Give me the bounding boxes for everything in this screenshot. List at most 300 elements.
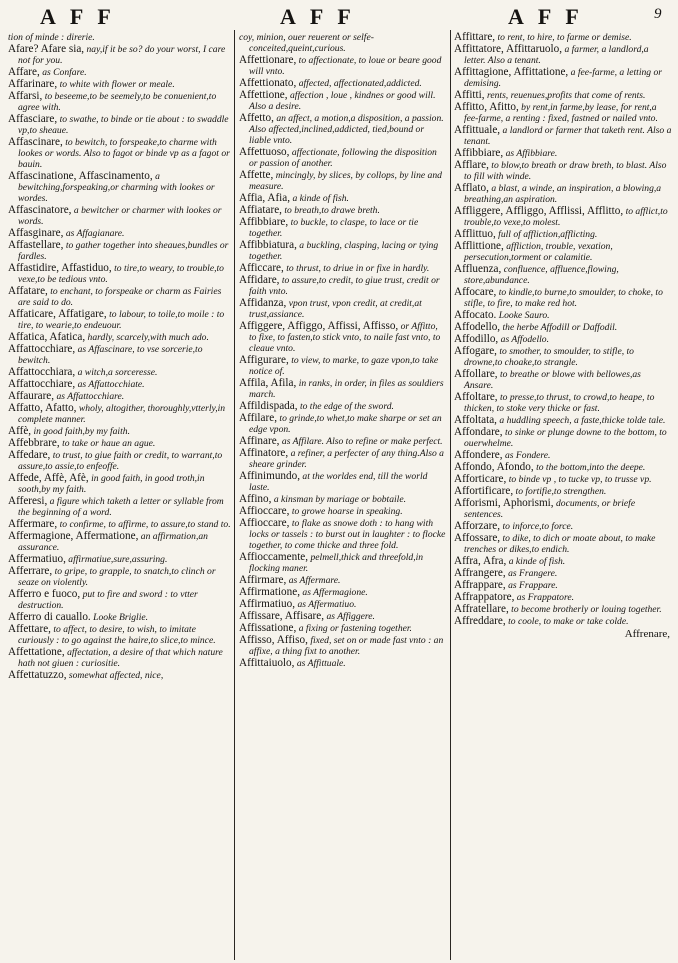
definition: coy, minion, ouer reuerent or selfe-conceited,queint,curious.	[239, 32, 374, 54]
definition: confluence, affluence,flowing, store,abundance.	[464, 264, 619, 286]
headword: Afflittuo,	[454, 228, 496, 240]
header-right: AFF	[508, 4, 593, 29]
headword: Afflittione,	[454, 240, 504, 252]
dictionary-entry	[8, 589, 231, 611]
definition: a buckling, clasping, lacing or tying together.	[249, 240, 439, 262]
headword: Affioccamente,	[239, 551, 309, 563]
definition: as Affermare.	[288, 575, 341, 586]
dictionary-entry	[8, 450, 231, 472]
headword: Affreddare,	[454, 615, 506, 627]
definition: to breath,to drawe breth.	[284, 205, 380, 216]
dictionary-entry	[8, 171, 231, 204]
headword: Affila, Afila,	[239, 377, 297, 389]
definition: wholy, altogither, thoroughly,vtterly,in complete manner.	[18, 403, 226, 425]
headword: Affattocchiare,	[8, 378, 76, 390]
dictionary-entry	[239, 217, 447, 239]
dictionary-entry	[454, 533, 672, 555]
definition: a landlord or farmer that taketh rent. Also a tenant.	[464, 125, 672, 147]
dictionary-entry	[454, 392, 672, 414]
definition: a witch,a sorceresse.	[77, 367, 158, 378]
dictionary-entry	[239, 55, 447, 77]
dictionary-entry	[8, 344, 231, 366]
headword: Affette,	[239, 169, 274, 181]
definition: full of affliction,afflicting.	[498, 229, 598, 240]
definition: to buckle, to claspe, to lace or tie together.	[249, 217, 419, 239]
definition: to rent, to hire, to farme or demise.	[497, 32, 632, 43]
headword: Affebbrare,	[8, 437, 60, 449]
dictionary-entry	[8, 114, 231, 136]
dictionary-entry	[239, 436, 447, 447]
definition: to fortifie,to strengthen.	[515, 486, 607, 497]
definition: pelmell,thick and threefold,in flocking maner.	[249, 552, 424, 574]
definition: put to fire and sword : to vtter destruction.	[18, 589, 198, 611]
definition: documents, or briefe sentences.	[464, 498, 636, 520]
dictionary-entry	[239, 170, 447, 192]
headword: Affissatione,	[239, 622, 297, 634]
definition: hardly, scarcely,with much ado.	[87, 332, 209, 343]
definition: affliction, trouble, vexation, persecution,torment or calamitie.	[464, 241, 613, 263]
headword: Affermagione, Affermatione,	[8, 530, 139, 542]
definition: the herbe Affodill or Daffodil.	[502, 322, 618, 333]
dictionary-entry	[239, 471, 447, 493]
headword: Affittaiuolo,	[239, 657, 295, 669]
definition: as Confare.	[42, 67, 87, 78]
headword: Affaurare,	[8, 390, 55, 402]
dictionary-entry	[239, 275, 447, 297]
definition: a farmer, a landlord,a letter. Also a tenant.	[464, 44, 649, 66]
dictionary-entry	[454, 568, 672, 579]
dictionary-entry	[239, 193, 447, 204]
headword: Affastidire, Affastiduo,	[8, 262, 112, 274]
definition: to beseeme,to be seemely,to be conuenient,to agree with.	[18, 91, 217, 113]
headword: Affettatuzzo,	[8, 669, 67, 681]
definition: as Affibbiare.	[505, 148, 558, 159]
dictionary-entry	[8, 670, 231, 681]
dictionary-entry	[454, 322, 672, 333]
dictionary-entry	[239, 587, 447, 598]
headword: Afficcare,	[239, 262, 284, 274]
header-center: AFF	[280, 4, 365, 29]
headword: Affondo, Afondo,	[454, 461, 534, 473]
definition: in good faith, in good troth,in sooth,by my faith.	[18, 473, 205, 495]
headword: Affluenza,	[454, 263, 502, 275]
dictionary-entry	[8, 426, 231, 437]
definition: a bewitcher or charmer with lookes or words.	[18, 205, 222, 227]
definition: a figure which taketh a letter or syllable from the beginning of a word.	[18, 496, 224, 518]
dictionary-entry	[8, 566, 231, 588]
dictionary-entry	[454, 287, 672, 309]
headword: Affettione,	[239, 89, 288, 101]
headword: Affermatiuo,	[8, 553, 66, 565]
dictionary-entry	[454, 125, 672, 147]
definition: an affirmation,an assurance.	[18, 531, 208, 553]
headword: Affaticare, Affatigare,	[8, 308, 107, 320]
definition: as Affattocchiare.	[56, 391, 125, 402]
definition: a blast, a winde, an inspiration, a blowing,a breathing,an aspiration.	[464, 183, 662, 205]
dictionary-entry	[454, 415, 672, 426]
definition: to thrust, to driue in or fixe in hardly.	[286, 263, 430, 274]
headword: Affittare,	[454, 32, 496, 43]
definition: affirmatiue,sure,assuring.	[68, 554, 168, 565]
definition: to view, to marke, to gaze vpon,to take notice of.	[249, 355, 439, 377]
headword: Affittuale,	[454, 124, 501, 136]
dictionary-entry	[239, 205, 447, 216]
headword: Affidare,	[239, 274, 280, 286]
headword: Affatto, Afatto,	[8, 402, 77, 414]
definition: to the bottom,into the deepe.	[536, 462, 646, 473]
definition: to swathe, to binde or tie about : to swaddle vp,to sheaue.	[18, 114, 229, 136]
headword: Affodello,	[454, 321, 501, 333]
definition: Looke Sauro.	[498, 310, 550, 321]
definition: to presse,to thrust, to crowd,to heape, to thicken, to stoke very thicke or fast.	[464, 392, 655, 414]
definition: to sinke or plunge downe to the bottom, to ouerwhelme.	[464, 427, 667, 449]
headword: Affibbiatura,	[239, 239, 297, 251]
header-left: AFF	[40, 4, 125, 29]
headword: Affirmatione,	[239, 586, 300, 598]
dictionary-entry	[239, 263, 447, 274]
headword: Affioccare,	[239, 517, 290, 529]
dictionary-entry	[454, 67, 672, 89]
dictionary-entry	[454, 604, 672, 615]
dictionary-entry	[8, 67, 231, 78]
headword: Affortificare,	[454, 485, 514, 497]
definition: to gripe, to grapple, to snatch,to clinch or seaze on violently.	[18, 566, 216, 588]
headword: Afflato,	[454, 182, 489, 194]
headword: Affibbiare,	[239, 216, 289, 228]
headword: Affioccare,	[239, 505, 290, 517]
headword: Affascinatione, Affascinamento,	[8, 170, 153, 182]
headword: Affettatione,	[8, 646, 65, 658]
dictionary-entry	[454, 241, 672, 263]
dictionary-entry	[239, 113, 447, 146]
definition: to white with flower or meale.	[59, 79, 175, 90]
headword: Affettionare,	[239, 54, 297, 66]
headword: Afflare,	[454, 159, 489, 171]
definition: as Affattocchiate.	[77, 379, 145, 390]
headword: Affino,	[239, 493, 272, 505]
dictionary-entry	[239, 321, 447, 354]
definition: as Affagianare.	[65, 228, 125, 239]
headword: Afferesi,	[8, 495, 48, 507]
headword: Affettionato,	[239, 77, 297, 89]
definition: to growe hoarse in speaking.	[291, 506, 403, 517]
definition: to flake as snowe doth : to hang with locks or tassels : to burst out in laughter : to flocke together, to come thicke and three fold.	[249, 518, 446, 551]
headword: Affrappatore,	[454, 591, 515, 603]
headword: Afferrare,	[8, 565, 53, 577]
definition: to trust, to giue faith or credit, to warrant,to assure,to assie,to enfeoffe.	[18, 450, 223, 472]
definition: as Frappatore.	[516, 592, 574, 603]
dictionary-entry	[8, 205, 231, 227]
dictionary-entry	[239, 413, 447, 435]
definition: a bewitching,forspeaking,or charming with lookes or wordes.	[18, 171, 215, 204]
definition: as Frappare.	[508, 580, 558, 591]
headword: Affratellare,	[454, 603, 509, 615]
column-rule-right	[450, 30, 451, 960]
dictionary-entry	[454, 450, 672, 461]
definition: to afflict,to trouble,to vexe,to molest.	[464, 206, 668, 228]
definition: to assure,to credit, to giue trust, credit or faith vnto.	[249, 275, 440, 297]
dictionary-entry	[8, 612, 231, 623]
definition: as Affittuale.	[296, 658, 346, 669]
headword: Affrappare,	[454, 579, 506, 591]
definition: to kindle,to burne,to smoulder, to choke, to stifle, to fire, to make red hot.	[464, 287, 663, 309]
headword: Affasginare,	[8, 227, 64, 239]
dictionary-entry	[8, 79, 231, 90]
definition: to smother, to smoulder, to stifle, to drowne,to choake,to strangle.	[464, 346, 634, 368]
dictionary-entry	[8, 309, 231, 331]
dictionary-entry	[8, 137, 231, 170]
definition: affection , loue , kindnes or good will. Also a desire.	[249, 90, 436, 112]
definition: tion of minde : direrie.	[8, 32, 95, 43]
dictionary-entry	[239, 378, 447, 400]
headword: Afforzare,	[454, 520, 501, 532]
dictionary-entry	[239, 658, 447, 669]
definition: a kinde of fish.	[292, 193, 349, 204]
definition: as Affermatiuo.	[297, 599, 357, 610]
headword: Affibbiare,	[454, 147, 504, 159]
dictionary-entry	[454, 427, 672, 449]
headword: Affondare,	[454, 426, 503, 438]
headword: Affocare,	[454, 286, 497, 298]
column-2	[239, 32, 447, 957]
headword: Affirmatiuo,	[239, 598, 296, 610]
dictionary-entry	[239, 401, 447, 412]
dictionary-entry	[454, 334, 672, 345]
dictionary-entry	[454, 498, 672, 520]
dictionary-entry	[454, 580, 672, 591]
headword: Affigurare,	[239, 354, 289, 366]
dictionary-entry	[239, 355, 447, 377]
dictionary-entry	[454, 616, 672, 627]
headword: Affitti,	[454, 89, 485, 101]
definition: somewhat affected, nice,	[68, 670, 164, 681]
headword: Affoltare,	[454, 391, 498, 403]
dictionary-entry	[454, 521, 672, 532]
dictionary-entry	[8, 91, 231, 113]
headword: Affondere,	[454, 449, 503, 461]
definition: a kinde of fish.	[508, 556, 566, 567]
headword: Affocato.	[454, 309, 497, 321]
definition: to inforce,to force.	[502, 521, 574, 532]
definition: a fixing or fastening together.	[298, 623, 412, 634]
dictionary-entry	[454, 369, 672, 391]
headword: Affisso, Affiso,	[239, 634, 308, 646]
headword: Affogare,	[454, 345, 497, 357]
dictionary-entry	[8, 32, 231, 43]
definition: a fee-farme, a letting or demising.	[464, 67, 663, 89]
dictionary-entry	[454, 44, 672, 66]
dictionary-entry	[8, 554, 231, 565]
headword: Affittatore, Affittaruolo,	[454, 43, 563, 55]
headword: Affliggere, Affliggo, Afflissi, Afflitto,	[454, 205, 624, 217]
dictionary-entry	[8, 379, 231, 390]
headword: Afforticare,	[454, 473, 507, 485]
dictionary-entry	[239, 635, 447, 657]
dictionary-entry	[8, 496, 231, 518]
definition: nay,if it be so? do your worst, I care not for you.	[18, 44, 226, 66]
headword: Afferro e fuoco,	[8, 588, 81, 600]
definition: vpon trust, vpon credit, at credit,at trust,assiance.	[249, 298, 422, 320]
definition: to tire,to weary, to trouble,to vexe,to be tedious vnto.	[18, 263, 224, 285]
dictionary-entry	[8, 240, 231, 262]
headword: Affasciare,	[8, 113, 58, 125]
headword: Affettare,	[8, 623, 51, 635]
headword: Affascinatore,	[8, 204, 72, 216]
definition: to gather together into sheaues,bundles or fardles.	[18, 240, 229, 262]
dictionary-entry	[8, 647, 231, 669]
definition: a refiner, a perfecter of any thing.Also a sheare grinder.	[249, 448, 444, 470]
dictionary-entry	[8, 438, 231, 449]
definition: as Fondere.	[504, 450, 551, 461]
dictionary-entry	[8, 367, 231, 378]
definition: Looke Briglie.	[93, 612, 149, 623]
definition: as Affascinare, to vse sorcerie,to bewitch.	[18, 344, 203, 366]
dictionary-entry	[8, 286, 231, 308]
definition: affectation, a desire of that which nature hath not giuen : curiositie.	[18, 647, 223, 669]
definition: at the worldes end, till the world laste.	[249, 471, 428, 493]
definition: as Frangere.	[508, 568, 558, 579]
dictionary-entry	[454, 264, 672, 286]
headword: Affidanza,	[239, 297, 287, 309]
definition: to affect, to desire, to wish, to imitate curiously : to go against the haire,to slice,to mince.	[18, 624, 216, 646]
headword: Affastellare,	[8, 239, 64, 251]
headword: Affetto,	[239, 112, 274, 124]
definition: to labour, to toile,to moile : to tire, to wearie,to endeuour.	[18, 309, 225, 331]
headword: Affia, Afia,	[239, 192, 291, 204]
dictionary-entry	[8, 44, 231, 66]
headword: Affettuoso,	[239, 146, 290, 158]
dictionary-entry	[239, 623, 447, 634]
headword: Afforismi, Aphorismi,	[454, 497, 554, 509]
dictionary-entry	[454, 229, 672, 240]
headword: Affrangere,	[454, 567, 506, 579]
dictionary-entry	[8, 332, 231, 343]
definition: to dike, to dich or moate about, to make trenches or dikes,to endich.	[464, 533, 656, 555]
definition: a huddling speech, a faste,thicke tolde tale.	[499, 415, 666, 426]
headword: Affattocchiare,	[8, 343, 76, 355]
headword: Affatica, Afatica,	[8, 331, 86, 343]
dictionary-entry	[454, 310, 672, 321]
dictionary-entry	[239, 506, 447, 517]
headword: Affittagione, Affittatione,	[454, 66, 569, 78]
definition: in ranks, in order, in files as souldiers march.	[249, 378, 444, 400]
definition: or Affitto, to fixe, to fasten,to stick vnto, to naile fast vnto, to cleaue vnto.	[249, 321, 441, 354]
definition: mincingly, by slices, by collops, by line and measure.	[249, 170, 442, 192]
headword: Affodillo,	[454, 333, 499, 345]
definition: to the edge of the sword.	[299, 401, 394, 412]
dictionary-entry	[454, 183, 672, 205]
definition: as Affermagione.	[302, 587, 368, 598]
headword: Affitto, Afitto,	[454, 101, 519, 113]
page-number: 9	[654, 6, 662, 22]
dictionary-entry	[8, 228, 231, 239]
dictionary-entry	[239, 518, 447, 551]
column-1	[8, 32, 231, 957]
dictionary-entry	[239, 78, 447, 89]
dictionary-entry	[8, 473, 231, 495]
dictionary-entry	[239, 240, 447, 262]
definition: to confirme, to affirme, to assure,to stand to.	[59, 519, 231, 530]
definition: an affect, a motion,a disposition, a passion. Also affected,inclined,addicted, tied,bound or liable vnto.	[249, 113, 444, 146]
dictionary-entry	[239, 611, 447, 622]
headword: Affarinare,	[8, 78, 58, 90]
dictionary-entry	[239, 599, 447, 610]
dictionary-entry	[454, 160, 672, 182]
headword: Affattocchiara,	[8, 366, 76, 378]
definition: as Affodello.	[500, 334, 549, 345]
catchword: Affrenare,	[624, 628, 670, 640]
definition: as Affilare. Also to refine or make perfect.	[281, 436, 443, 447]
headword: Affilare,	[239, 412, 277, 424]
definition: by rent,in farme,by lease, for rent,a fee-farme, a renting : fixed, fastned or nailed vnto.	[464, 102, 658, 124]
dictionary-entry	[454, 346, 672, 368]
headword: Affare,	[8, 66, 40, 78]
dictionary-entry	[239, 147, 447, 169]
headword: Affascinare,	[8, 136, 63, 148]
dictionary-entry	[454, 592, 672, 603]
dictionary-entry	[454, 90, 672, 101]
definition: affectionate, following the disposition or passion of another.	[249, 147, 437, 169]
dictionary-entry	[239, 448, 447, 470]
dictionary-entry	[454, 556, 672, 567]
headword: Afferro di cauallo.	[8, 611, 91, 623]
headword: Affè,	[8, 425, 32, 437]
definition: to blow,to breath or draw breth, to blast. Also to fill with winde.	[464, 160, 667, 182]
headword: Afare? Afare sia,	[8, 43, 85, 55]
dictionary-entry	[8, 391, 231, 402]
headword: Affiatare,	[239, 204, 282, 216]
headword: Affinimundo,	[239, 470, 301, 482]
definition: to grinde,to whet,to make sharpe or set an edge vpon.	[249, 413, 442, 435]
definition: to affectionate, to loue or beare good will vnto.	[249, 55, 442, 77]
definition: to binde vp , to tucke vp, to trusse vp.	[508, 474, 652, 485]
dictionary-entry	[8, 624, 231, 646]
definition: to become brotherly or louing together.	[511, 604, 662, 615]
definition: in good faith,by my faith.	[33, 426, 130, 437]
headword: Affatare,	[8, 285, 48, 297]
headword: Affarsi,	[8, 90, 43, 102]
headword: Affollare,	[454, 368, 498, 380]
definition: rents, reuenues,profits that come of rents.	[486, 90, 646, 101]
dictionary-entry	[8, 519, 231, 530]
dictionary-entry	[239, 298, 447, 320]
dictionary-entry	[454, 206, 672, 228]
headword: Affoltata,	[454, 414, 497, 426]
dictionary-entry	[239, 494, 447, 505]
headword: Affirmare,	[239, 574, 287, 586]
dictionary-entry	[454, 32, 672, 43]
dictionary-entry	[454, 474, 672, 485]
dictionary-entry	[454, 102, 672, 124]
dictionary-entry	[8, 263, 231, 285]
column-3	[454, 32, 672, 957]
headword: Affossare,	[454, 532, 501, 544]
dictionary-entry	[239, 575, 447, 586]
definition: to enchant, to forspeake or charm as Fairies are said to do.	[18, 286, 222, 308]
definition: a kinsman by mariage or bobtaile.	[273, 494, 406, 505]
headword: Affiggere, Affiggo, Affissi, Affisso,	[239, 320, 399, 332]
headword: Affissare, Affisare,	[239, 610, 325, 622]
headword: Affermare,	[8, 518, 58, 530]
headword: Affede, Affè, Afè,	[8, 472, 89, 484]
definition: as Affiggere.	[326, 611, 375, 622]
definition: to take or haue an ague.	[62, 438, 156, 449]
headword: Affildispada,	[239, 400, 298, 412]
column-rule-left	[234, 30, 235, 960]
definition: affected, affectionated,addicted.	[298, 78, 422, 89]
definition: to breathe or blowe with bellowes,as Ansare.	[464, 369, 641, 391]
dictionary-entry	[239, 90, 447, 112]
